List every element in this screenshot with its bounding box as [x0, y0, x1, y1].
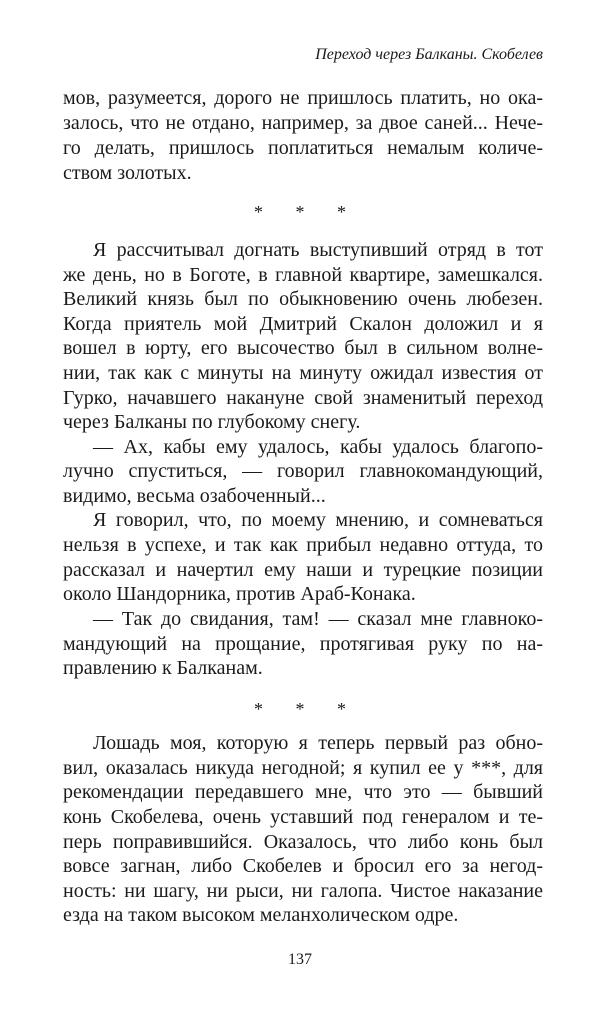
- text-line: видимо, весьма озабоченный...: [63, 485, 326, 507]
- text-line: перь поправившийся. Оказалось, что либо конь был: [63, 831, 543, 853]
- text-line: Когда приятель мой Дмитрий Скалон доложил и я: [63, 313, 543, 335]
- text-line: Лошадь моя, которую я теперь первый раз обно-: [93, 732, 543, 754]
- text-line: нельзя в успехе, и так как прибыл недавно оттуда, то: [63, 534, 543, 556]
- text-line: мов, разумеется, дорого не пришлось платить, но ока-: [63, 87, 543, 109]
- text-line: Я рассчитывал догнать выступивший отряд в тот: [93, 239, 543, 261]
- text-line: — Так до свидания, там! — сказал мне главноко-: [93, 608, 543, 630]
- text-line: ность: ни шагу, ни рыси, ни галопа. Чистое наказание: [63, 880, 543, 902]
- text-line: Великий князь был по обыкновению очень любезен.: [63, 288, 543, 310]
- text-line: рекомендации передавшего мне, что это — бывший: [63, 781, 543, 803]
- text-line: лучно спуститься, — говорил главнокомандующий,: [63, 460, 543, 482]
- text-line: конь Скобелева, очень уставший под генералом и те-: [63, 806, 543, 828]
- text-line: через Балканы по глубокому снегу.: [63, 411, 361, 433]
- text-line: же день, но в Боготе, в главной квартире, замешкался.: [63, 264, 543, 286]
- section-separator: * * *: [254, 202, 360, 222]
- text-line: — Ах, кабы ему удалось, кабы удалось благопо-: [93, 436, 543, 458]
- running-header: Переход через Балканы. Скобелев: [315, 46, 543, 63]
- text-line: около Шандорника, против Араб-Конака.: [63, 583, 416, 605]
- text-line: го делать, пришлось поплатиться немалым количе-: [63, 137, 543, 159]
- text-line: вил, оказалась никуда негодной; я купил ее у ***, для: [63, 757, 543, 779]
- text-line: ством золотых.: [63, 162, 192, 184]
- text-line: нии, так как с минуты на минуту ожидал известия от: [63, 362, 543, 384]
- section-separator: * * *: [254, 699, 360, 719]
- text-line: правлению к Балканам.: [63, 657, 263, 679]
- text-line: Гурко, начавшего накануне свой знаменитый переход: [63, 387, 543, 409]
- text-line: мандующий на прощание, протягивая руку по на-: [63, 633, 543, 655]
- text-line: езда на таком высоком меланхолическом одре.: [63, 904, 459, 926]
- text-line: залось, что не отдано, например, за двое саней... Нече-: [63, 112, 543, 134]
- text-line: рассказал и начертил ему наши и турецкие позиции: [63, 559, 543, 581]
- text-line: вовсе загнан, либо Скобелев и бросил его за негод-: [63, 855, 543, 877]
- text-line: вошел в юрту, его высочество был в сильном волне-: [63, 337, 543, 359]
- text-line: Я говорил, что, по моему мнению, и сомневаться: [93, 509, 543, 531]
- page-number: 137: [288, 951, 312, 968]
